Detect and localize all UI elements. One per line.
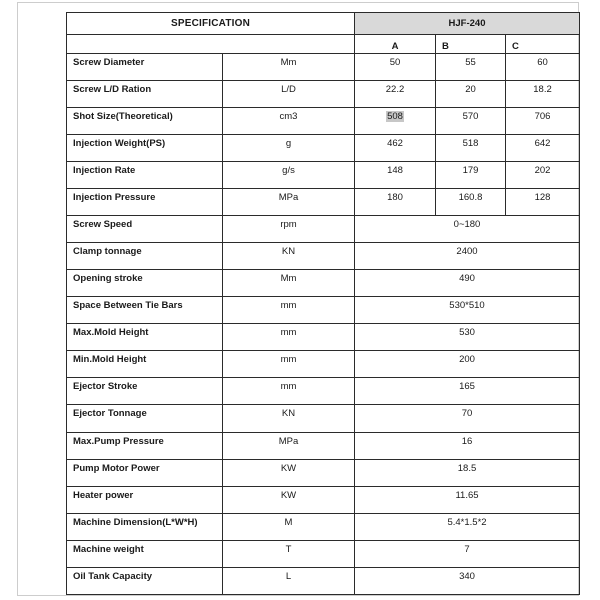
merged-value-cell: 7 [355,540,580,567]
merged-value-cell: 200 [355,351,580,378]
value-text: 202 [534,165,551,177]
spec-name-cell: Opening stroke [67,270,223,297]
unit-cell: KW [223,486,355,513]
variant-column-b: B [436,35,506,54]
table-row [67,135,580,162]
unit-cell: KW [223,459,355,486]
value-text: 180 [387,192,403,204]
document-page [17,2,579,596]
variant-column-a: A [355,35,436,54]
merged-value-cell: 0~180 [355,216,580,243]
table-row [67,297,580,324]
spec-name-cell: Space Between Tie Bars [67,297,223,324]
unit-cell: L/D [223,80,355,107]
merged-value-cell: 165 [355,378,580,405]
value-cell [436,80,506,107]
value-cell [506,189,580,216]
value-text: 570 [462,110,479,122]
table-row [67,189,580,216]
unit-cell: KN [223,405,355,432]
specification-header: SPECIFICATION [67,13,355,35]
table-row [67,378,580,405]
value-cell [355,107,436,134]
table-row [67,513,580,540]
table-row [67,432,580,459]
table-row [67,459,580,486]
spec-name-cell: Oil Tank Capacity [67,567,223,594]
table-row [67,216,580,243]
value-text: 179 [462,165,479,177]
unit-cell: Mm [223,53,355,80]
spec-name-cell: Max.Pump Pressure [67,432,223,459]
unit-cell: MPa [223,189,355,216]
table-row [67,567,580,594]
merged-value-cell: 16 [355,432,580,459]
spec-name-cell: Injection Rate [67,162,223,189]
merged-value-cell: 530*510 [355,297,580,324]
unit-cell: mm [223,297,355,324]
unit-cell: T [223,540,355,567]
value-cell [506,80,580,107]
variant-column-c: C [506,35,580,54]
value-text: 60 [537,56,548,68]
value-cell [436,189,506,216]
unit-cell: Mm [223,270,355,297]
table-row [67,270,580,297]
unit-cell: M [223,513,355,540]
value-text: 18.2 [533,83,552,95]
spec-name-cell: Screw Diameter [67,53,223,80]
merged-value-cell: 340 [355,567,580,594]
value-text: 22.2 [385,83,405,95]
value-text: 148 [387,165,403,177]
merged-value-cell: 18.5 [355,459,580,486]
merged-value-cell: 530 [355,324,580,351]
table-header-row [67,13,580,35]
value-cell [436,107,506,134]
table-row [67,324,580,351]
value-text: 55 [465,56,476,68]
spec-name-cell: Clamp tonnage [67,243,223,270]
variant-header-row [67,35,580,54]
spec-name-cell: Screw Speed [67,216,223,243]
unit-cell: g [223,135,355,162]
value-text: 20 [465,83,476,95]
specification-table [66,12,580,595]
value-cell [355,53,436,80]
spec-name-cell: Heater power [67,486,223,513]
spec-name-cell: Screw L/D Ration [67,80,223,107]
table-row [67,53,580,80]
spec-name-cell: Ejector Stroke [67,378,223,405]
model-header: HJF-240 [355,13,580,35]
empty-header-cell [67,35,355,54]
merged-value-cell: 11.65 [355,486,580,513]
unit-cell: mm [223,378,355,405]
merged-value-cell: 70 [355,405,580,432]
spec-name-cell: Shot Size(Theoretical) [67,107,223,134]
value-text: 160.8 [458,192,483,204]
spec-name-cell: Machine Dimension(L*W*H) [67,513,223,540]
value-text: 518 [462,138,479,150]
unit-cell: KN [223,243,355,270]
table-row [67,405,580,432]
value-cell [506,107,580,134]
value-text: 462 [387,138,403,150]
value-cell [506,53,580,80]
spec-name-cell: Ejector Tonnage [67,405,223,432]
spec-name-cell: Max.Mold Height [67,324,223,351]
value-text: 128 [534,192,551,204]
table-row [67,162,580,189]
merged-value-cell: 5.4*1.5*2 [355,513,580,540]
spec-name-cell: Machine weight [67,540,223,567]
spec-name-cell: Injection Pressure [67,189,223,216]
spec-name-cell: Injection Weight(PS) [67,135,223,162]
unit-cell: MPa [223,432,355,459]
unit-cell: rpm [223,216,355,243]
value-cell [355,80,436,107]
highlighted-value: 508 [387,110,403,122]
spec-name-cell: Min.Mold Height [67,351,223,378]
unit-cell: L [223,567,355,594]
value-cell [506,162,580,189]
value-cell [355,162,436,189]
spec-name-cell: Pump Motor Power [67,459,223,486]
value-cell [506,135,580,162]
value-cell [355,135,436,162]
value-text: 642 [534,138,551,150]
unit-cell: cm3 [223,107,355,134]
table-row [67,540,580,567]
table-row [67,80,580,107]
unit-cell: mm [223,351,355,378]
value-cell [355,189,436,216]
table-row [67,351,580,378]
unit-cell: mm [223,324,355,351]
value-cell [436,162,506,189]
value-cell [436,53,506,80]
table-body [67,53,580,594]
table-row [67,486,580,513]
merged-value-cell: 490 [355,270,580,297]
table-row [67,107,580,134]
value-cell [436,135,506,162]
merged-value-cell: 2400 [355,243,580,270]
value-text: 706 [534,110,551,122]
table-row [67,243,580,270]
unit-cell: g/s [223,162,355,189]
value-text: 50 [389,56,401,68]
